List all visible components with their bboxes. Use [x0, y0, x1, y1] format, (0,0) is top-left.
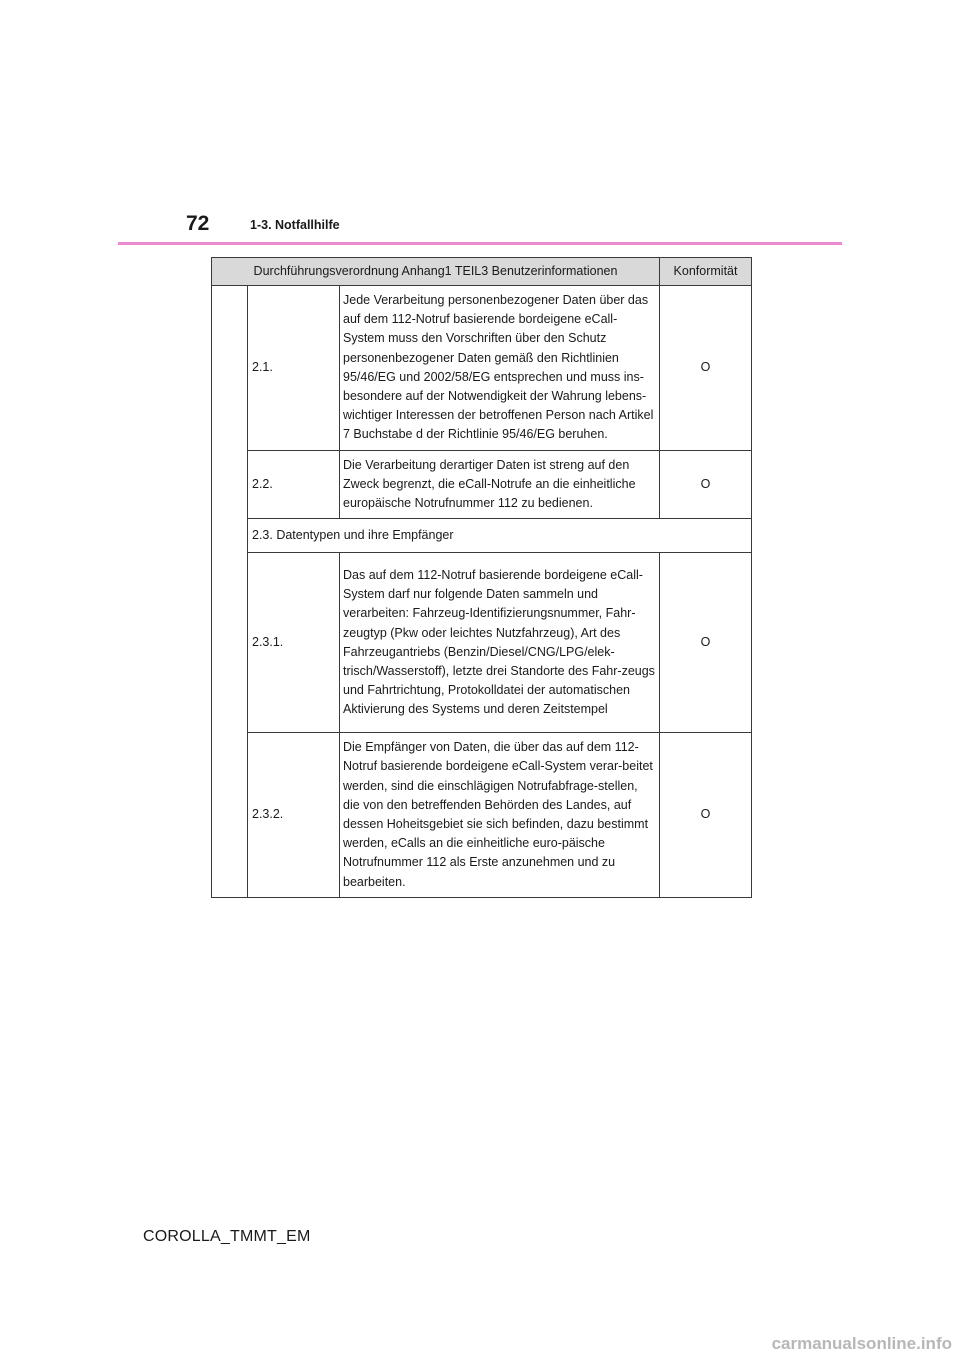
row-conformity: O: [660, 733, 752, 898]
row-conformity: O: [660, 553, 752, 733]
table-header-row: [212, 258, 752, 286]
row-text: Jede Verarbeitung personenbezogener Daten über das auf dem 112-Notruf basierende bordeigene eCall-System muss den Vorschriften über den Schutz personenbezogener Daten gemäß den Richtlinien 95/46/EG und 2002/58/EG entsprechen und muss ins-besondere auf der Notwendigkeit der Wahrung lebens-wichtiger Interessen der betroffenen Person nach Artikel 7 Buchstabe d der Richtlinie 95/46/EG beruhen.: [340, 286, 660, 451]
subheading-cell: 2.3. Datentypen und ihre Empfänger: [248, 519, 752, 553]
document-code: COROLLA_TMMT_EM: [143, 1228, 311, 1245]
indent-cell: [212, 286, 248, 898]
row-conformity: O: [660, 286, 752, 451]
row-conformity: O: [660, 450, 752, 519]
table-row: [212, 733, 752, 898]
table-subheading-row: [212, 519, 752, 553]
table-row: [212, 450, 752, 519]
row-text: Die Empfänger von Daten, die über das auf dem 112-Notruf basierende bordeigene eCall-System verar-beitet werden, sind die einschlägigen Notrufabfrage-stellen, die von den betreffenden Behörden des Landes, auf dessen Hoheitsgebiet sie sich befinden, dazu bestimmt werden, eCalls an die einheitliche euro-päische Notrufnummer 112 als Erste anzunehmen und zu bearbeiten.: [340, 733, 660, 898]
column-header-conformity: Konformität: [660, 258, 752, 286]
header-divider: [118, 242, 842, 245]
section-title: 1-3. Notfallhilfe: [250, 218, 340, 232]
watermark: carmanualsonline.info: [771, 1334, 952, 1353]
row-number: 2.3.2.: [248, 733, 340, 898]
table-row: [212, 286, 752, 451]
row-text: Das auf dem 112-Notruf basierende bordeigene eCall-System darf nur folgende Daten sammeln und verarbeiten: Fahrzeug-Identifizierungsnummer, Fahr-zeugtyp (Pkw oder leichtes Nutzfahrzeug), Art des Fahrzeugantriebs (Benzin/Diesel/CNG/LPG/elek-trisch/Wasserstoff), letzte drei Standorte des Fahr-zeugs und Fahrtrichtung, Protokolldatei der automatischen Aktivierung des Systems und deren Zeitstempel: [340, 553, 660, 733]
row-number: 2.1.: [248, 286, 340, 451]
column-header-regulation: Durchführungsverordnung Anhang1 TEIL3 Benutzerinformationen: [212, 258, 660, 286]
compliance-table: [211, 257, 752, 898]
page-number: 72: [186, 212, 210, 235]
row-text: Die Verarbeitung derartiger Daten ist streng auf den Zweck begrenzt, die eCall-Notrufe an die einheitliche europäische Notrufnummer 112 zu bedienen.: [340, 450, 660, 519]
table-row: [212, 553, 752, 733]
row-number: 2.3.1.: [248, 553, 340, 733]
row-number: 2.2.: [248, 450, 340, 519]
